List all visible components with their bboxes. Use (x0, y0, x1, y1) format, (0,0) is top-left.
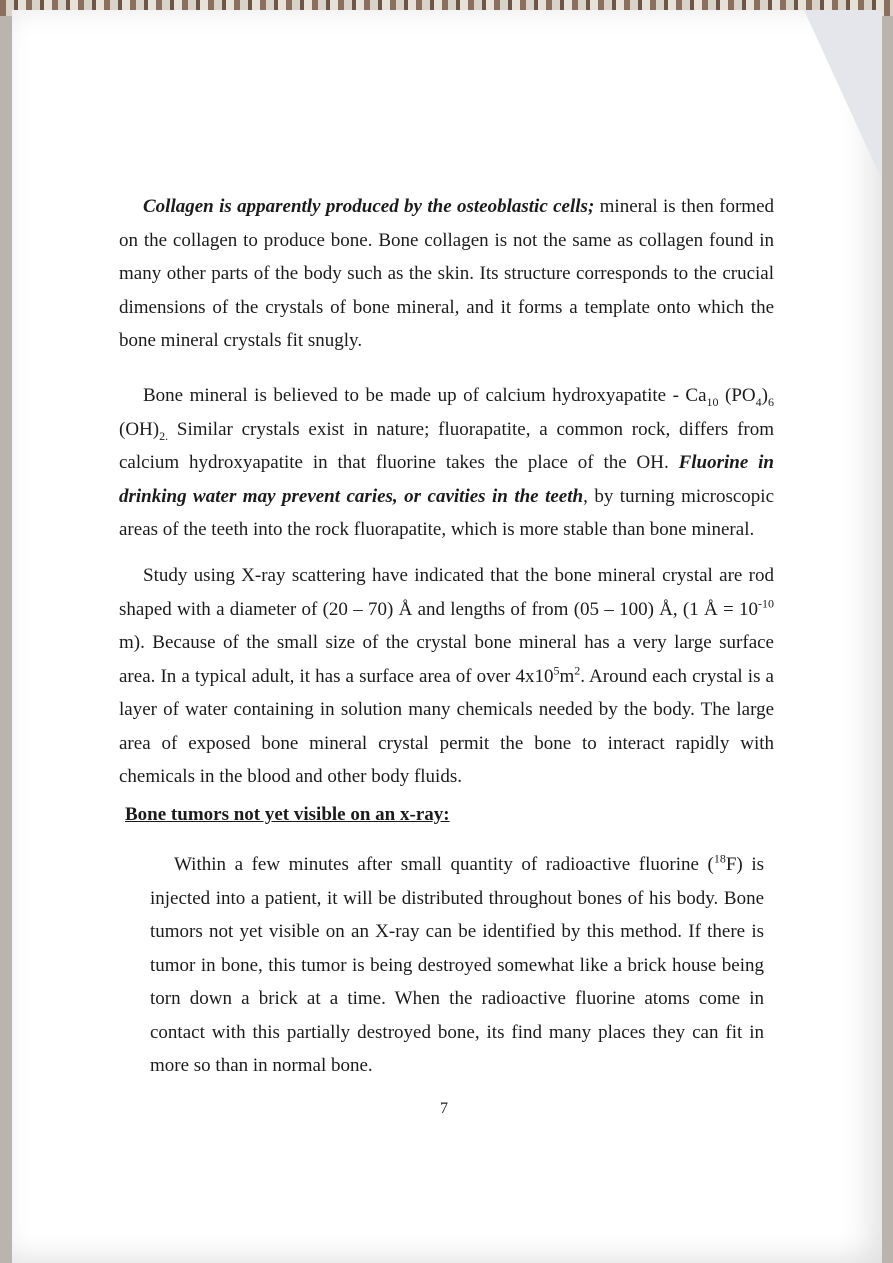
superscript: -10 (758, 596, 774, 611)
paragraph-tumors (150, 848, 764, 1083)
subscript: 2. (159, 428, 169, 443)
text-segment: . Around each crystal is a layer of water containing in solution many chemicals needed by the body. The large area of exposed bone mineral crystal permit the bone to interact rapidly with chemicals in the blood and other body fluids. (119, 665, 774, 787)
text-segment: Within a few minutes after small quantity of radioactive fluorine ( (174, 854, 714, 875)
fluorine-emphasis: Fluorine in drinking water may prevent caries, or cavities in the teeth (119, 452, 774, 507)
paragraph-bone-mineral (119, 379, 774, 547)
section-heading: Bone tumors not yet visible on an x-ray: (125, 804, 450, 825)
text-segment: m (559, 665, 575, 687)
text-segment: Bone mineral is believed to be made up of calcium hydroxyapatite - Ca (143, 385, 707, 406)
text-segment: (PO (718, 385, 756, 406)
text-segment: ) (761, 385, 768, 406)
page-corner-fold (804, 10, 882, 180)
subscript: 4 (755, 394, 762, 409)
text-segment: Similar crystals exist in nature; fluorapatite, a common rock, differs from calcium hydroxyapatite in that fluorine takes the place of the OH. (119, 418, 774, 473)
collagen-body: mineral is then formed on the collagen to produce bone. Bone collagen is not the same as collagen found in many other parts of the body such as the skin. Its structure corresponds to the crucial dimensions of the crystals of bone mineral, and it forms a template onto which the bone mineral crystals fit snugly. (119, 196, 775, 351)
subscript: 6 (768, 394, 774, 409)
text-segment: m). Because of the small size of the crystal bone mineral has a very large surface area. In a typical adult, it has a surface area of over 4x10 (119, 632, 774, 687)
text-segment: , by turning microscopic areas of the teeth into the rock fluorapatite, which is more stable than bone mineral. (119, 485, 774, 540)
subscript: 10 (706, 394, 719, 409)
superscript: 2 (574, 663, 581, 678)
paragraph-collagen (119, 190, 774, 358)
paragraph-xray-study (119, 559, 774, 794)
superscript: 5 (553, 663, 560, 678)
text-segment: (OH) (119, 418, 160, 440)
page-number: 7 (440, 1100, 448, 1117)
text-segment: F) is injected into a patient, it will be distributed throughout bones of his body. Bone tumors not yet visible on an X-ray can be identified by this method. If there is tumor in bone, this tumor is being destroyed somewhat like a brick house being torn down a brick at a time. When the radioactive fluorine atoms come in contact with this partially destroyed bone, its find many places they can fit in more so than in normal bone. (150, 854, 764, 1076)
text-segment: Study using X-ray scattering have indicated that the bone mineral crystal are rod shaped with a diameter of (20 – 70) Å and lengths of from (05 – 100) Å, (1 Å = 10 (119, 565, 774, 620)
collagen-lead: Collagen is apparently produced by the osteoblastic cells; (143, 196, 595, 217)
superscript: 18 (713, 851, 726, 866)
